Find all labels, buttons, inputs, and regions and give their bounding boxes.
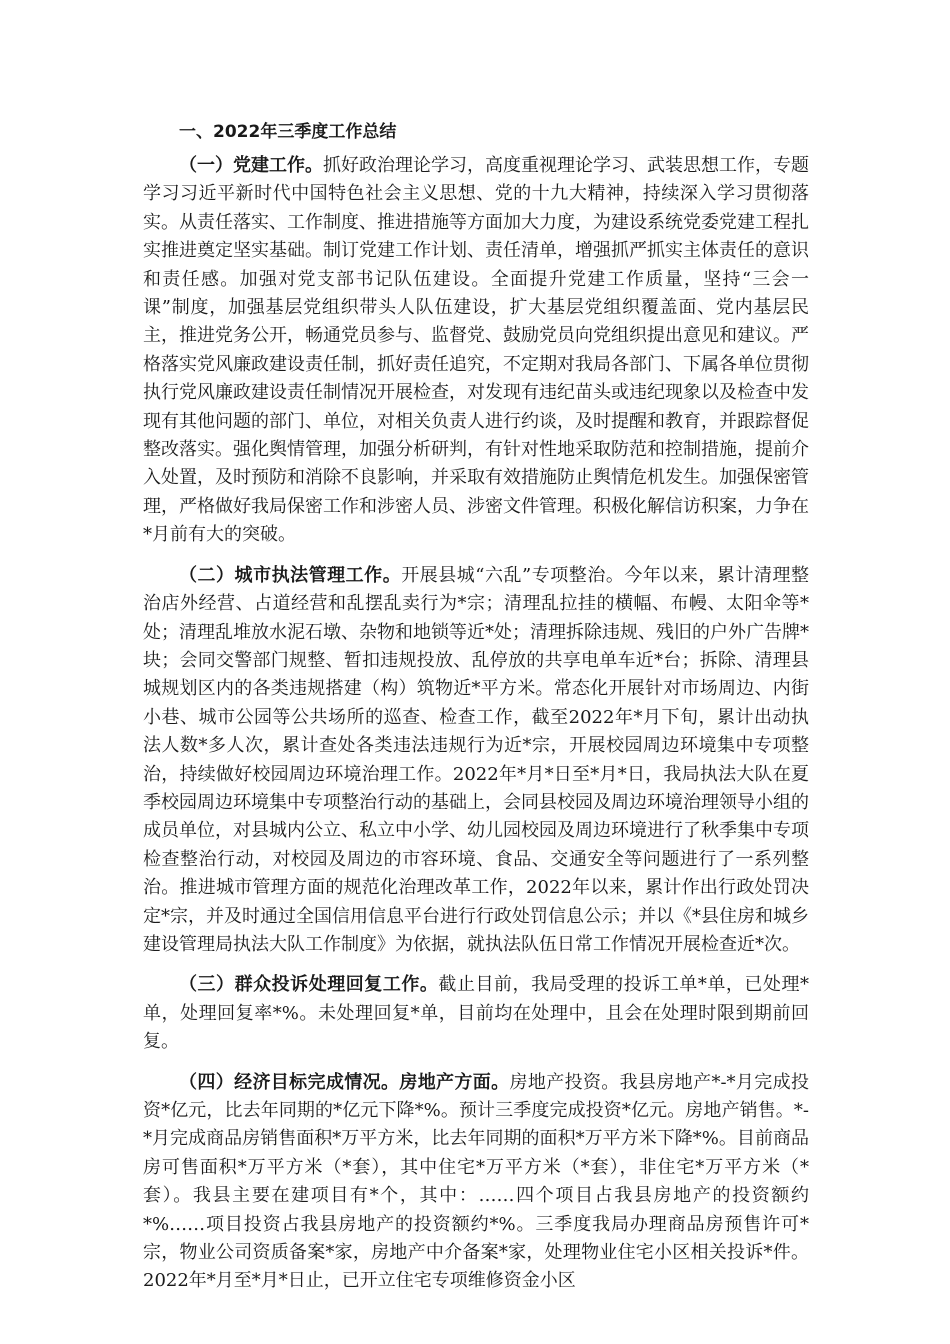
paragraph-text: 抓好政治理论学习，高度重视理论学习、武装思想工作，专题学习习近平新时代中国特色社会主义思想、党的十九大精神，持续深入学习贯彻落实。从责任落实、工作制度、推进措施等方面加大力度，为建设系统党委党建工程扎实推进奠定坚实基础。制订党建工作计划、责任清单，增强抓严抓实主体责任的意识和责任感。加强对党支部书记队伍建设。全面提升党建工作质量，坚持“三会一课”制度，加强基层党组织带头人队伍建设，扩大基层党组织覆盖面、党内基层民主，推进党务公开，畅通党员参与、监督党、鼓励党员向党组织提出意见和建议。严格落实党风廉政建设责任制，抓好责任追究，不定期对我局各部门、下属各单位贯彻执行党风廉政建设责任制情况开展检查，对发现有违纪苗头或违纪现象以及检查中发现有其他问题的部门、单位，对相关负责人进行约谈，及时提醒和教育，并跟踪督促整改落实。强化舆情管理，加强分析研判，有针对性地采取防范和控制措施，提前介入处置，及时预防和消除不良影响，并采取有效措施防止舆情危机发生。加强保密管理，严格做好我局保密工作和涉密人员、涉密文件管理。积极化解信访积案，力争在*月前有大的突破。 xyxy=(143,155,809,546)
paragraph-lead: （四）经济目标完成情况。房地产方面。 xyxy=(179,1071,510,1093)
paragraph-text: 开展县城“六乱”专项整治。今年以来，累计清理整治店外经营、占道经营和乱摆乱卖行为*宗；清理乱拉挂的横幅、布幔、太阳伞等*处；清理乱堆放水泥石墩、杂物和地锁等近*处；清理拆除违规、残旧的户外广告牌*块；会同交警部门规整、暂扣违规投放、乱停放的共享电单车近*台；拆除、清理县城规划区内的各类违规搭建（构）筑物近*平方米。常态化开展针对市场周边、内街小巷、城市公园等公共场所的巡查、检查工作，截至2022年*月下旬，累计出动执法人数*多人次，累计查处各类违法违规行为近*宗，开展校园周边环境集中专项整治，持续做好校园周边环境治理工作。2022年*月*日至*月*日，我局执法大队在夏季校园周边环境集中专项整治行动的基础上，会同县校园及周边环境治理领导小组的成员单位，对县城内公立、私立中小学、幼儿园校园及周边环境进行了秋季集中专项检查整治行动，对校园及周边的市容环境、食品、交通安全等问题进行了一系列整治。推进城市管理方面的规范化治理改革工作，2022年以来，累计作出行政处罚决定*宗，并及时通过全国信用信息平台进行行政处罚信息公示；并以《*县住房和城乡建设管理局执法大队工作制度》为依据，就执法队伍日常工作情况开展检查近*次。 xyxy=(143,564,810,955)
paragraph-urban-enforcement xyxy=(143,562,809,960)
paragraph-complaints xyxy=(143,971,809,1056)
paragraph-text: 房地产投资。我县房地产*-*月完成投资*亿元，比去年同期的*亿元下降*%。预计三季度完成投资*亿元。房地产销售。*-*月完成商品房销售面积*万平方米，比去年同期的面积*万平方米下降*%。目前商品房可售面积*万平方米（*套），其中住宅*万平方米（*套），非住宅*万平方米（*套）。我县主要在建项目有*个，其中：……四个项目占我县房地产的投资额约*%……项目投资占我县房地产的投资额约*%。三季度我局办理商品房预售许可*宗，物业公司资质备案*家，房地产中介备案*家，处理物业住宅小区相关投诉*件。2022年*月至*月*日止，已开立住宅专项维修资金小区 xyxy=(143,1071,809,1292)
paragraph-lead: （三）群众投诉处理回复工作。 xyxy=(179,974,439,996)
paragraph-economic-targets xyxy=(143,1069,809,1296)
section-heading: 一、2022年三季度工作总结 xyxy=(179,122,397,142)
paragraph-text: 截止目前，我局受理的投诉工单*单，已处理*单，处理回复率*%。未处理回复*单，目前均在处理中，且会在处理时限到期前回复。 xyxy=(143,974,810,1053)
paragraph-party-building xyxy=(143,152,809,550)
paragraph-lead: （二）城市执法管理工作。 xyxy=(179,564,402,586)
document-body xyxy=(143,118,809,1308)
paragraph-lead: （一）党建工作。 xyxy=(179,155,323,176)
